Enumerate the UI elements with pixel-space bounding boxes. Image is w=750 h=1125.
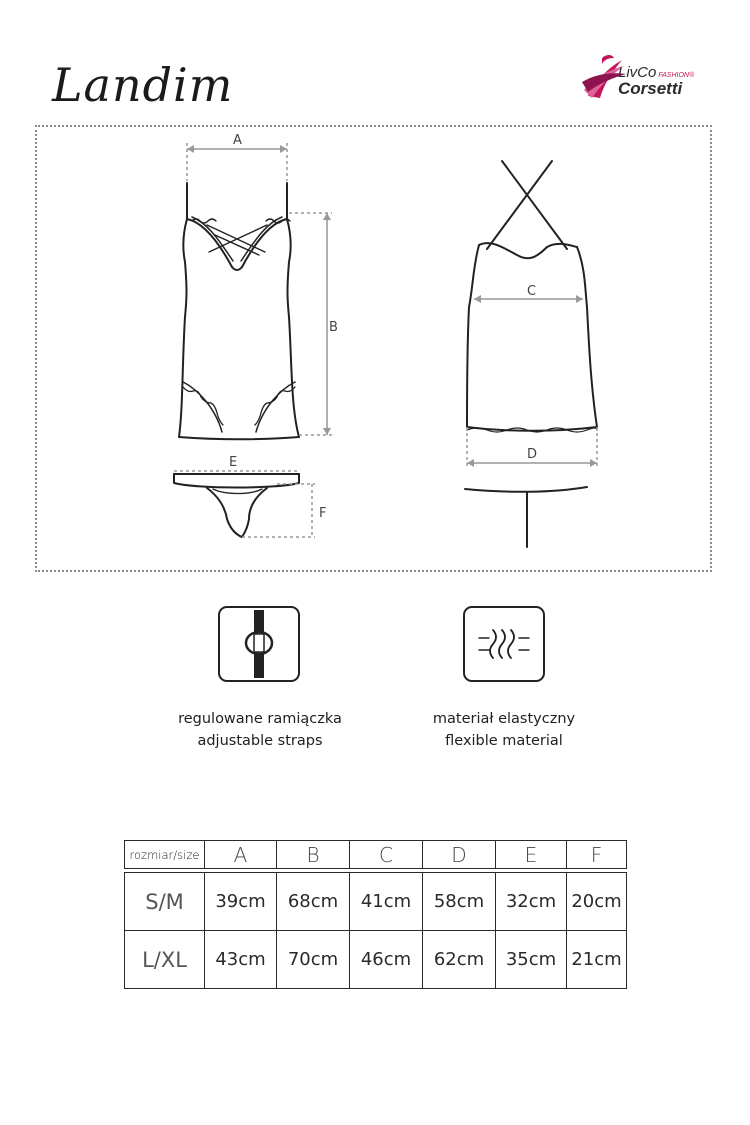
label-c: C	[527, 284, 537, 299]
table-cell: 68cm	[277, 873, 350, 931]
feature-label-pl: regulowane ramiączka	[178, 711, 342, 727]
table-cell: 62cm	[423, 931, 496, 989]
size-label: L/XL	[125, 931, 205, 989]
table-cell: 58cm	[423, 873, 496, 931]
brand-logo	[578, 52, 718, 110]
dimension-line-b	[289, 213, 332, 435]
front-thong-outline	[174, 474, 299, 537]
feature-label-en: flexible material	[445, 733, 563, 749]
table-cell: 70cm	[277, 931, 350, 989]
table-cell: 21cm	[567, 931, 627, 989]
back-thong-outline	[465, 487, 587, 547]
size-label: S/M	[125, 873, 205, 931]
corner-label: rozmiar/size	[125, 841, 205, 869]
column-header: A	[205, 841, 277, 869]
table-cell: 41cm	[350, 873, 423, 931]
adjustable-strap-icon	[218, 606, 300, 682]
brand-name-line1: LivCo FASHION®	[618, 64, 695, 81]
table-row	[125, 873, 627, 931]
feature-adjustable-straps	[150, 708, 370, 752]
column-header: E	[496, 841, 567, 869]
table-cell: 39cm	[205, 873, 277, 931]
size-table-header	[125, 841, 627, 869]
table-cell: 46cm	[350, 931, 423, 989]
product-title: Landim	[52, 58, 234, 112]
feature-flexible-material	[394, 708, 614, 752]
feature-label-pl: materiał elastyczny	[432, 711, 576, 727]
column-header: D	[423, 841, 496, 869]
dimension-line-a	[187, 143, 287, 181]
size-table	[124, 840, 627, 989]
label-f: F	[319, 506, 327, 521]
technical-drawing	[35, 125, 712, 572]
column-header: C	[350, 841, 423, 869]
table-row	[125, 931, 627, 989]
front-chemise-outline	[179, 183, 299, 439]
table-cell: 20cm	[567, 873, 627, 931]
label-a: A	[233, 133, 242, 148]
table-cell: 32cm	[496, 873, 567, 931]
garment-diagram	[37, 127, 714, 574]
label-e: E	[229, 455, 238, 470]
table-cell: 35cm	[496, 931, 567, 989]
feature-label-en: adjustable straps	[197, 733, 323, 749]
brand-name-line2: Corsetti	[618, 79, 683, 98]
column-header: B	[277, 841, 350, 869]
label-d: D	[527, 447, 538, 462]
label-b: B	[329, 320, 338, 335]
flexible-material-icon	[463, 606, 545, 682]
column-header: F	[567, 841, 627, 869]
table-cell: 43cm	[205, 931, 277, 989]
